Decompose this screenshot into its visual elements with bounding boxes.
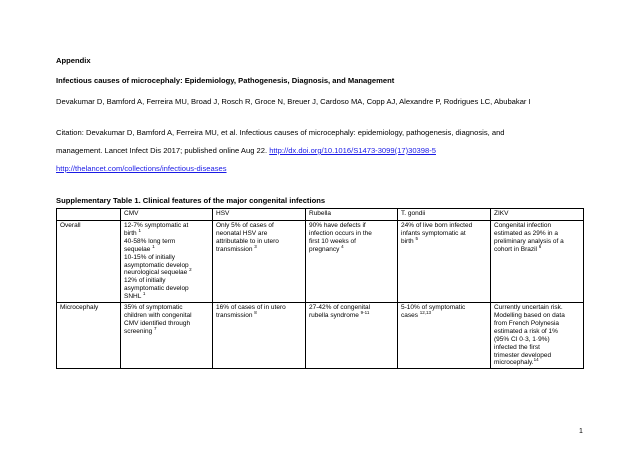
doi-link[interactable]: http://dx.doi.org/10.1016/S1473-3099(17)30398-5: [269, 146, 436, 155]
appendix-heading: Appendix: [56, 56, 91, 65]
cell-line: [309, 238, 394, 246]
cell-line: [494, 344, 580, 352]
cell-line: [401, 230, 487, 238]
cell-text: CMV identified through: [124, 319, 191, 327]
cell-text: 35% of symptomatic: [124, 304, 183, 312]
cell-text: 12-7% symptomatic at: [124, 222, 189, 229]
cell-line: [401, 222, 487, 230]
cell-line: [216, 222, 302, 230]
cell-line: [401, 309, 487, 320]
cell-line: [494, 320, 580, 328]
cell-text: Currently uncertain risk.: [494, 304, 563, 312]
cell-line: [401, 235, 487, 246]
reference-superscript: 1: [152, 243, 155, 249]
table-cell: [306, 303, 398, 369]
header-cell: HSV: [213, 209, 306, 221]
cell-text: preliminary analysis of a: [494, 237, 564, 245]
cell-text: neonatal HSV are: [216, 229, 268, 237]
cell-line: [124, 227, 209, 238]
cell-text: SNHL: [124, 293, 143, 301]
table-caption: Supplementary Table 1. Clinical features of the major congenital infections: [56, 196, 326, 205]
cell-line: [124, 269, 209, 277]
cell-text: children with congenital: [124, 311, 192, 319]
reference-superscript: 4: [341, 243, 344, 249]
cell-text: 12% of initially: [124, 277, 166, 285]
cell-line: [124, 254, 209, 262]
reference-superscript: 3: [254, 243, 257, 249]
reference-superscript: 12,13: [419, 309, 432, 315]
reference-superscript: 1: [142, 291, 146, 297]
cell-text: (95% CI 0·3, 1·9%): [494, 335, 550, 343]
table-cell: [398, 303, 491, 369]
cell-line: [124, 312, 209, 320]
table-cell: [213, 303, 306, 369]
cell-line: [494, 328, 580, 336]
cell-line: [124, 238, 209, 246]
cell-line: [124, 243, 209, 254]
table-cell: [491, 303, 584, 369]
cell-text: estimated a risk of 1%: [494, 327, 558, 335]
cell-line: [494, 243, 580, 254]
cell-text: first 10 weeks of: [309, 237, 356, 245]
cell-text: from French Polynesia: [494, 319, 560, 327]
cell-line: [216, 309, 302, 320]
cell-line: [494, 312, 580, 320]
table-row: [57, 221, 584, 303]
clinical-features-table: [56, 208, 584, 369]
table-cell: [306, 221, 398, 303]
cell-line: [216, 230, 302, 238]
cell-text: trimester developed: [494, 351, 552, 359]
cell-line: [124, 325, 209, 336]
cell-line: [124, 320, 209, 328]
reference-superscript: 2: [189, 267, 192, 273]
table-cell: [121, 221, 213, 303]
reference-superscript: 9-11: [360, 309, 370, 315]
cell-text: asymptomatic develop: [124, 261, 189, 269]
cell-line: [124, 293, 209, 301]
cell-line: [494, 222, 580, 230]
table-cell: [398, 221, 491, 303]
cell-text: birth: [124, 229, 139, 237]
cell-text: 27-42% of congenital: [309, 304, 371, 312]
cell-text: cohort in Brazil: [494, 245, 539, 253]
header-cell: T. gondii: [398, 209, 491, 221]
header-cell: ZIKV: [491, 209, 584, 221]
cell-text: Congenital infection: [494, 222, 552, 229]
cell-text: asymptomatic develop: [124, 285, 189, 293]
reference-superscript: 6: [538, 243, 542, 249]
cell-line: [124, 285, 209, 293]
cell-text: 90% have defects if: [309, 222, 366, 229]
citation-text: management. Lancet Infect Dis 2017; published online Aug 22.: [56, 146, 270, 155]
citation-line-2: [56, 146, 436, 155]
citation-line-1: Citation: Devakumar D, Bamford A, Ferreira MU, et al. Infectious causes of microcephaly: epidemiology, pathogenesis, diagnosis, and: [56, 128, 505, 137]
cell-text: infants symptomatic at: [401, 229, 466, 237]
table-cell: [491, 221, 584, 303]
cell-text: neurological sequelae: [124, 269, 190, 277]
cell-text: transmission: [216, 245, 255, 253]
cell-line: [494, 304, 580, 312]
cell-line: [124, 304, 209, 312]
cell-line: [216, 304, 302, 312]
header-cell: CMV: [121, 209, 213, 221]
reference-superscript: 8: [254, 309, 257, 315]
cell-text: infected the first: [494, 343, 540, 351]
reference-superscript: 7: [154, 325, 157, 331]
cell-text: screening: [124, 327, 154, 335]
cell-text: Only 5% of cases of: [216, 222, 274, 229]
cell-line: [124, 222, 209, 230]
cell-text: 10-15% of initially: [124, 253, 175, 261]
cell-text: cases: [401, 311, 420, 319]
cell-line: [309, 309, 394, 320]
cell-text: pregnancy: [309, 245, 342, 253]
page-number: 1: [579, 428, 583, 435]
cell-line: [309, 230, 394, 238]
reference-superscript: 5: [415, 235, 418, 241]
cell-text: 24% of live born infected: [401, 222, 473, 229]
table-header-row: [57, 209, 584, 221]
cell-line: [401, 304, 487, 312]
paper-title: Infectious causes of microcephaly: Epidemiology, Pathogenesis, Diagnosis, and Management: [56, 76, 395, 85]
cell-line: [216, 243, 302, 254]
cell-text: birth: [401, 237, 416, 245]
cell-line: [309, 222, 394, 230]
cell-line: [494, 336, 580, 344]
cell-text: rubella syndrome: [309, 311, 361, 319]
cell-text: infection occurs in the: [309, 229, 372, 237]
cell-line: [216, 238, 302, 246]
collection-link[interactable]: http://thelancet.com/collections/infectious-diseases: [56, 164, 227, 173]
cell-text: Modelling based on data: [494, 311, 565, 319]
reference-superscript: 1: [138, 227, 141, 233]
table-cell: [213, 221, 306, 303]
cell-text: estimated as 29% in a: [494, 229, 558, 237]
cell-line: [124, 277, 209, 285]
table-cell: [121, 303, 213, 369]
cell-text: microcephaly.: [494, 359, 534, 367]
row-label: Overall: [57, 221, 121, 303]
row-label: Microcephaly: [57, 303, 121, 369]
reference-superscript: 14: [533, 357, 539, 363]
cell-line: [494, 359, 580, 367]
cell-text: 40-58% long term: [124, 237, 176, 245]
cell-line: [494, 238, 580, 246]
cell-text: 5-10% of symptomatic: [401, 304, 466, 312]
cell-line: [309, 243, 394, 254]
header-cell: [57, 209, 121, 221]
cell-text: 16% of cases of in utero: [216, 304, 286, 312]
author-list: Devakumar D, Bamford A, Ferreira MU, Broad J, Rosch R, Groce N, Breuer J, Cardoso MA, Copp AJ, Alexandre P, Rodrigues LC, Abubakar I: [56, 97, 531, 106]
cell-text: attributable to in utero: [216, 237, 279, 245]
cell-line: [309, 304, 394, 312]
cell-line: [494, 230, 580, 238]
cell-text: sequelae: [124, 245, 153, 253]
cell-text: transmission: [216, 311, 255, 319]
header-cell: Rubella: [306, 209, 398, 221]
table-row: [57, 303, 584, 369]
